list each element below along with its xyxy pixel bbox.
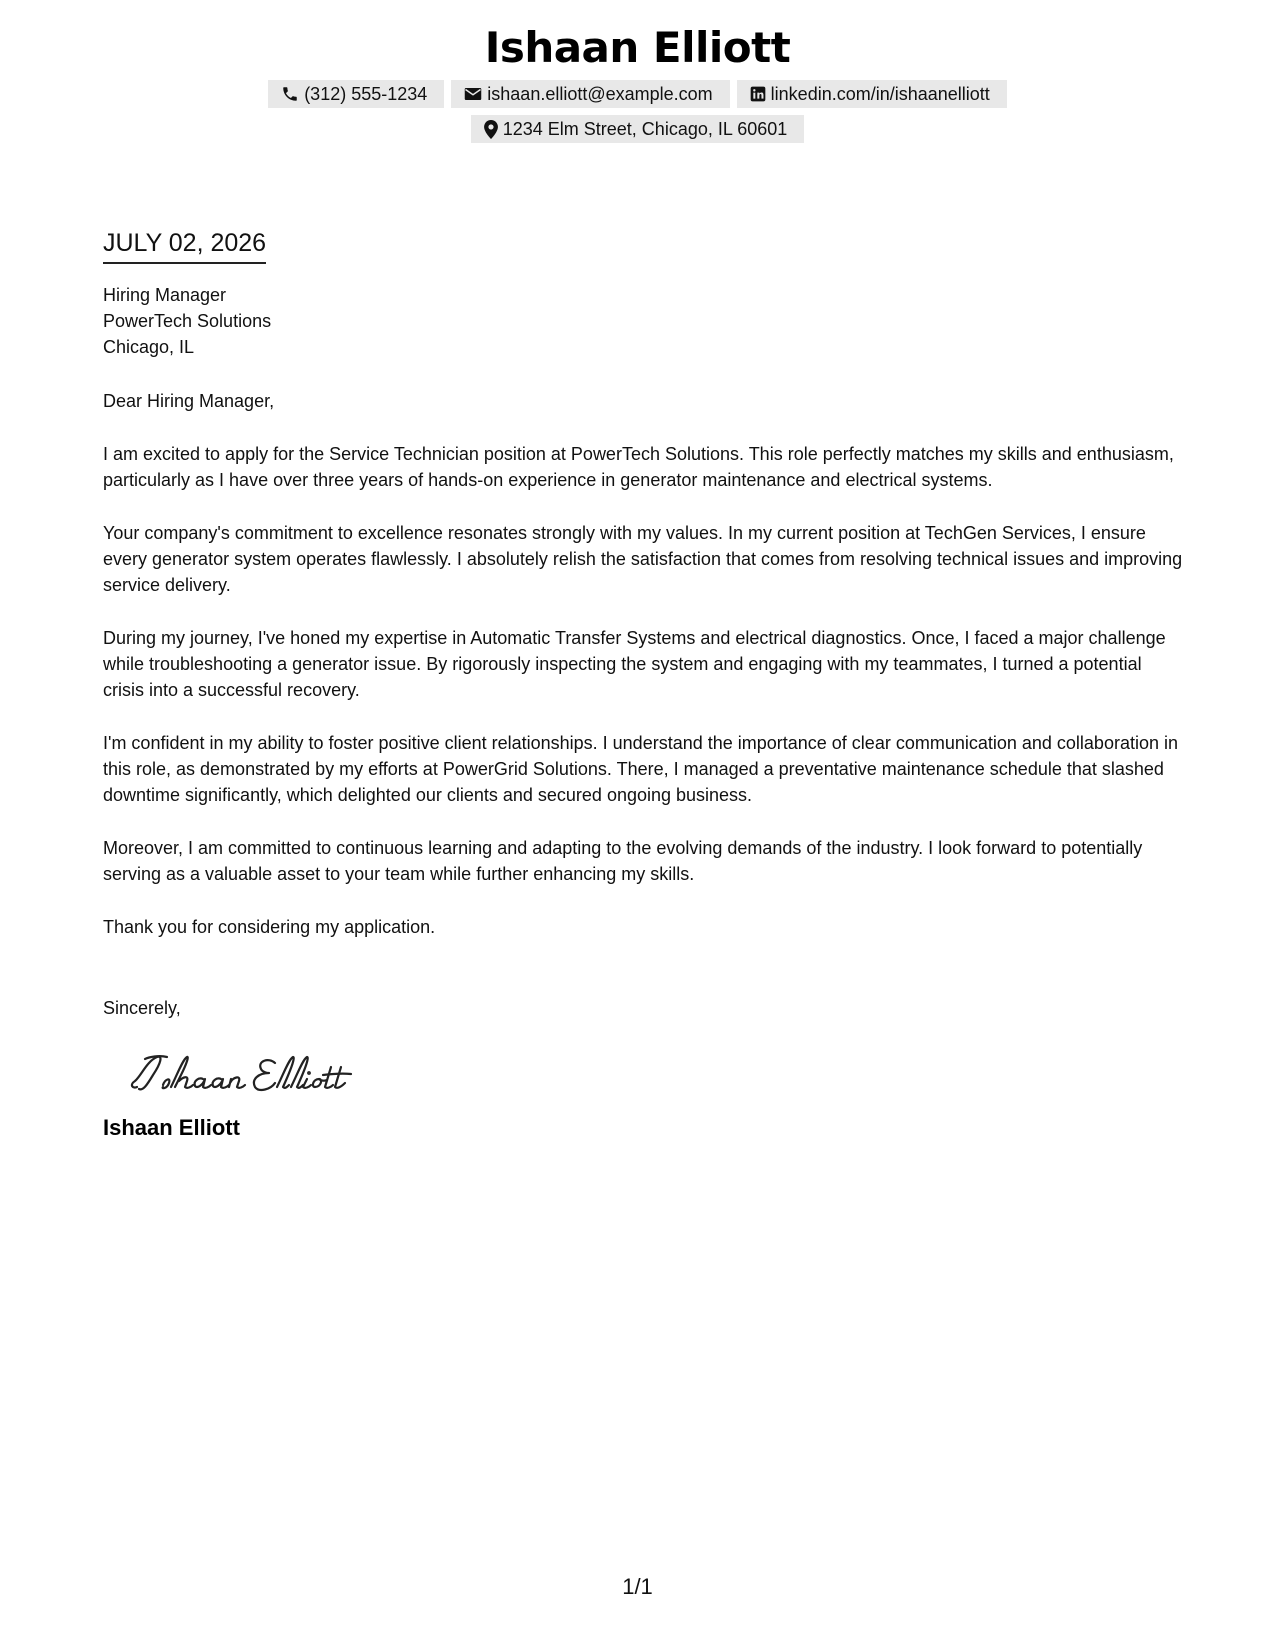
email-chip <box>451 80 729 108</box>
paragraph: Moreover, I am committed to continuous learning and adapting to the evolving demands of the industry. I look forward to potentially serving as a valuable asset to your team while further enhancing my skills. <box>103 838 1143 884</box>
contact-row-secondary <box>0 115 1275 143</box>
letter-body <box>103 226 1183 1143</box>
linkedin-icon <box>750 86 766 102</box>
handwritten-signature <box>123 1045 353 1101</box>
email-text: ishaan.elliott@example.com <box>487 83 713 104</box>
paragraph: Your company's commitment to excellence resonates strongly with my values. In my current position at TechGen Services, I ensure every generator system operates flawlessly. I absolutely relish the satisfaction that comes from resolving technical issues and improving service delivery. <box>103 523 1183 595</box>
envelope-icon <box>464 86 482 102</box>
phone-text: (312) 555-1234 <box>304 83 428 104</box>
phone-chip <box>268 80 444 108</box>
paragraph: I am excited to apply for the Service Technician position at PowerTech Solutions. This role perfectly matches my skills and enthusiasm, particularly as I have over three years of hands-on experience in generator maintenance and electrical systems. <box>103 444 1174 490</box>
paragraph: Thank you for considering my application. <box>103 917 436 937</box>
map-pin-icon <box>484 120 498 139</box>
closing: Sincerely, <box>103 998 181 1018</box>
recipient-company: PowerTech Solutions <box>103 311 272 331</box>
applicant-name: Ishaan Elliott <box>484 23 791 72</box>
recipient-block <box>103 282 1183 360</box>
letter-header <box>0 18 1275 143</box>
paragraph: I'm confident in my ability to foster positive client relationships. I understand the importance of clear communication and collaboration in this role, as demonstrated by my efforts at PowerGrid Solutions. There, I managed a preventative maintenance schedule that slashed downtime significantly, which delighted our clients and secured ongoing business. <box>103 733 1178 805</box>
address-chip <box>471 115 805 143</box>
address-text: 1234 Elm Street, Chicago, IL 60601 <box>502 118 788 139</box>
salutation: Dear Hiring Manager, <box>103 391 275 411</box>
paragraph: During my journey, I've honed my expertise in Automatic Transfer Systems and electrical diagnostics. Once, I faced a major challenge while troubleshooting a generator issue. By rigorously inspecting the system and engaging with my teammates, I turned a potential crisis into a successful recovery. <box>103 628 1166 700</box>
phone-icon <box>281 85 299 103</box>
letter-date: JULY 02, 2026 <box>103 226 266 264</box>
signed-name: Ishaan Elliott <box>103 1115 240 1140</box>
linkedin-text: linkedin.com/in/ishaanelliott <box>770 83 990 104</box>
contact-row-primary <box>0 80 1275 108</box>
linkedin-chip <box>737 80 1007 108</box>
page-number: 1/1 <box>622 1574 653 1599</box>
recipient-location: Chicago, IL <box>103 337 195 357</box>
recipient-title: Hiring Manager <box>103 285 227 305</box>
